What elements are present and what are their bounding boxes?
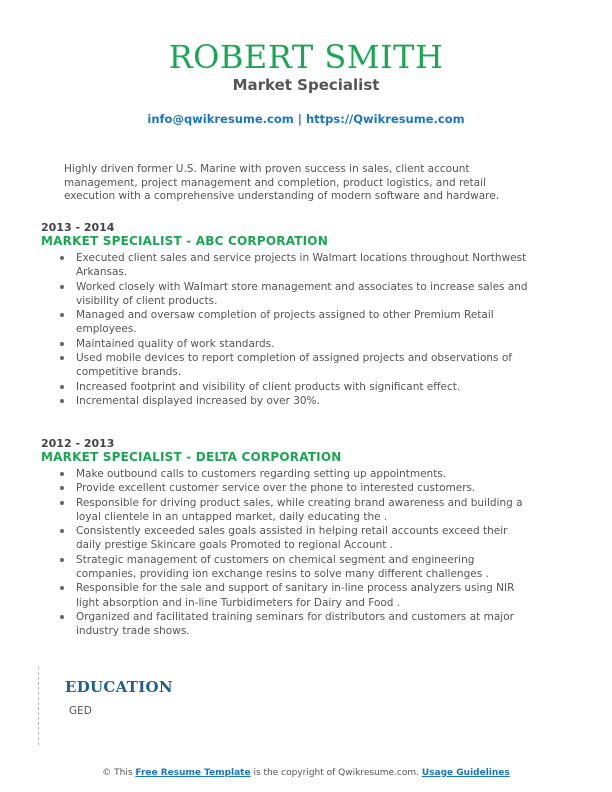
- job-entry: [41, 437, 531, 639]
- footer-prefix: © This: [102, 768, 136, 778]
- bullet-item: Responsible for driving product sales, while creating brand awareness and building a loyal clientele in an untapped market, daily educating the .: [76, 496, 531, 525]
- bullet-item: Make outbound calls to customers regarding setting up appointments.: [76, 467, 531, 481]
- section-divider: [38, 667, 39, 745]
- education-item: GED: [69, 705, 92, 717]
- job-entry: [41, 221, 531, 408]
- bullet-item: Incremental displayed increased by over 30%.: [76, 394, 531, 408]
- bullet-item: Worked closely with Walmart store management and associates to increase sales and visibility of client products.: [76, 280, 531, 309]
- job-role: MARKET SPECIALIST - ABC CORPORATION: [41, 234, 328, 248]
- bullet-item: Used mobile devices to report completion of assigned projects and observations of competitive brands.: [76, 351, 531, 380]
- education-heading: EDUCATION: [65, 678, 173, 696]
- bullet-item: Responsible for the sale and support of sanitary in-line process analyzers using NIR light absorption and in-line Turbidimeters for Dairy and Food .: [76, 581, 531, 610]
- job-bullets: [41, 467, 531, 639]
- free-resume-template-link[interactable]: Free Resume Template: [135, 768, 251, 778]
- summary-paragraph: Highly driven former U.S. Marine with proven success in sales, client account management, project management and completion, product logistics, and retail execution with a comprehensive understanding of modern software and hardware.: [64, 163, 500, 202]
- candidate-name: ROBERT SMITH: [168, 38, 444, 76]
- email-link[interactable]: info@qwikresume.com: [147, 112, 294, 126]
- resume-header: [0, 38, 612, 94]
- contact-line: [0, 112, 612, 126]
- job-dates: 2012 - 2013: [41, 437, 115, 450]
- contact-separator: |: [293, 112, 306, 126]
- candidate-title: Market Specialist: [232, 76, 380, 94]
- bullet-item: Executed client sales and service projects in Walmart locations throughout Northwest Arkansas.: [76, 251, 531, 280]
- website-link[interactable]: https://Qwikresume.com: [305, 112, 465, 126]
- bullet-item: Managed and oversaw completion of projects assigned to other Premium Retail employees.: [76, 308, 531, 337]
- copyright-footer: [0, 768, 612, 778]
- bullet-item: Increased footprint and visibility of client products with significant effect.: [76, 380, 531, 394]
- bullet-item: Strategic management of customers on chemical segment and engineering companies, providing ion exchange resins to solve many different challenges .: [76, 553, 531, 582]
- footer-middle: is the copyright of Qwikresume.com.: [250, 768, 422, 778]
- job-bullets: [41, 251, 531, 408]
- job-dates: 2013 - 2014: [41, 221, 115, 234]
- bullet-item: Maintained quality of work standards.: [76, 337, 531, 351]
- bullet-item: Organized and facilitated training seminars for distributors and customers at major industry trade shows.: [76, 610, 531, 639]
- bullet-item: Consistently exceeded sales goals assisted in helping retail accounts exceed their daily prestige Skincare goals Promoted to regional Account .: [76, 524, 531, 553]
- bullet-item: Provide excellent customer service over the phone to interested customers.: [76, 481, 531, 495]
- job-role: MARKET SPECIALIST - DELTA CORPORATION: [41, 450, 342, 464]
- usage-guidelines-link[interactable]: Usage Guidelines: [421, 768, 510, 778]
